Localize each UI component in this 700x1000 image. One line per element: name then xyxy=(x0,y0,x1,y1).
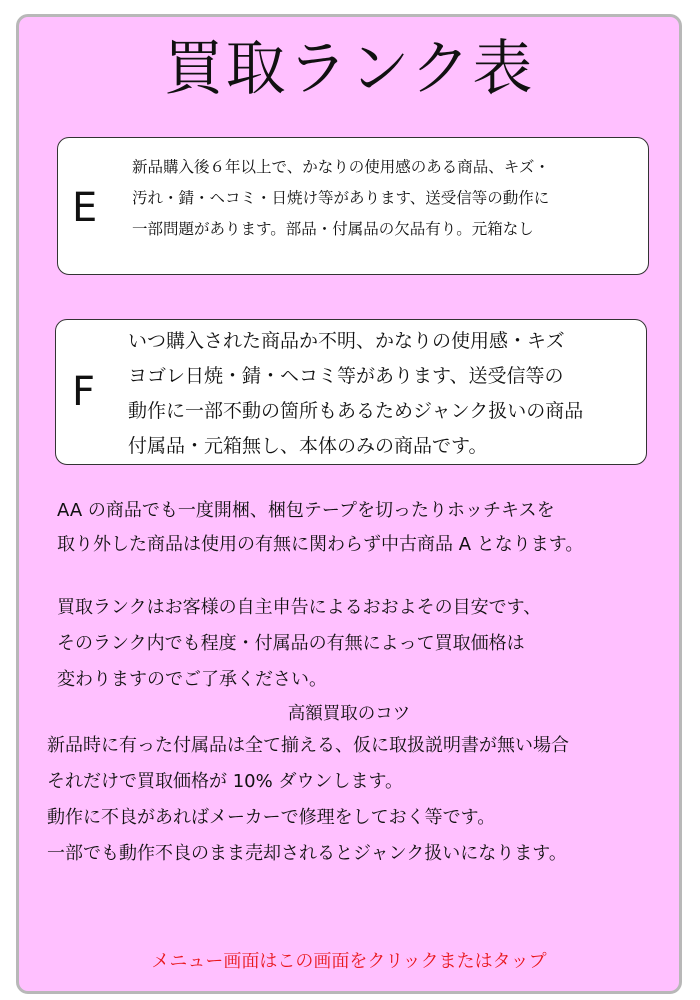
rank-f-letter: F xyxy=(72,369,96,415)
rank-e-line: 一部問題があります。部品・付属品の欠品有り。元箱なし xyxy=(132,220,534,238)
rank-e-line: 汚れ・錆・ヘコミ・日焼け等があります、送受信等の動作に xyxy=(132,189,550,207)
rank-f-line: 付属品・元箱無し、本体のみの商品です。 xyxy=(128,435,488,457)
rank-e-line: 新品購入後６年以上で、かなりの使用感のある商品、キズ・ xyxy=(132,158,550,176)
tips-line: 新品時に有った付属品は全て揃える、仮に取扱説明書が無い場合 xyxy=(47,735,569,756)
aa-note-line: AA の商品でも一度開梱、梱包テープを切ったりホッチキスを xyxy=(57,500,555,521)
notice-line: そのランク内でも程度・付属品の有無によって買取価格は xyxy=(57,633,525,654)
tips-paragraph xyxy=(47,728,569,872)
rank-f-line: ヨゴレ日焼・錆・ヘコミ等があります、送受信等の xyxy=(128,365,564,387)
aa-note-line: 取り外した商品は使用の有無に関わらず中古商品 A となります。 xyxy=(57,534,584,555)
notice-paragraph xyxy=(57,590,541,698)
rank-f-line: 動作に一部不動の箇所もあるためジャンク扱いの商品 xyxy=(128,400,584,422)
notice-line: 変わりますのでご了承ください。 xyxy=(57,669,327,690)
rank-e-letter: E xyxy=(72,185,98,231)
rank-f-box xyxy=(55,319,647,465)
page-title: 買取ランク表 xyxy=(163,34,535,104)
tips-heading: 高額買取のコツ xyxy=(287,704,411,724)
menu-link[interactable]: メニュー画面はこの画面をクリックまたはタップ xyxy=(151,951,547,972)
rank-table-panel[interactable] xyxy=(16,14,682,994)
rank-e-description xyxy=(132,152,550,245)
aa-note-paragraph xyxy=(57,494,583,562)
tips-line: 動作に不良があればメーカーで修理をしておく等です。 xyxy=(47,807,496,828)
notice-line: 買取ランクはお客様の自主申告によるおおよその目安です、 xyxy=(57,597,542,618)
tips-line: 一部でも動作不良のまま売却されるとジャンク扱いになります。 xyxy=(47,843,567,864)
rank-e-box xyxy=(57,137,649,275)
rank-f-description xyxy=(128,324,583,464)
rank-f-line: いつ購入された商品か不明、かなりの使用感・キズ xyxy=(128,330,565,352)
tips-line: それだけで買取価格が 10% ダウンします。 xyxy=(47,771,404,792)
